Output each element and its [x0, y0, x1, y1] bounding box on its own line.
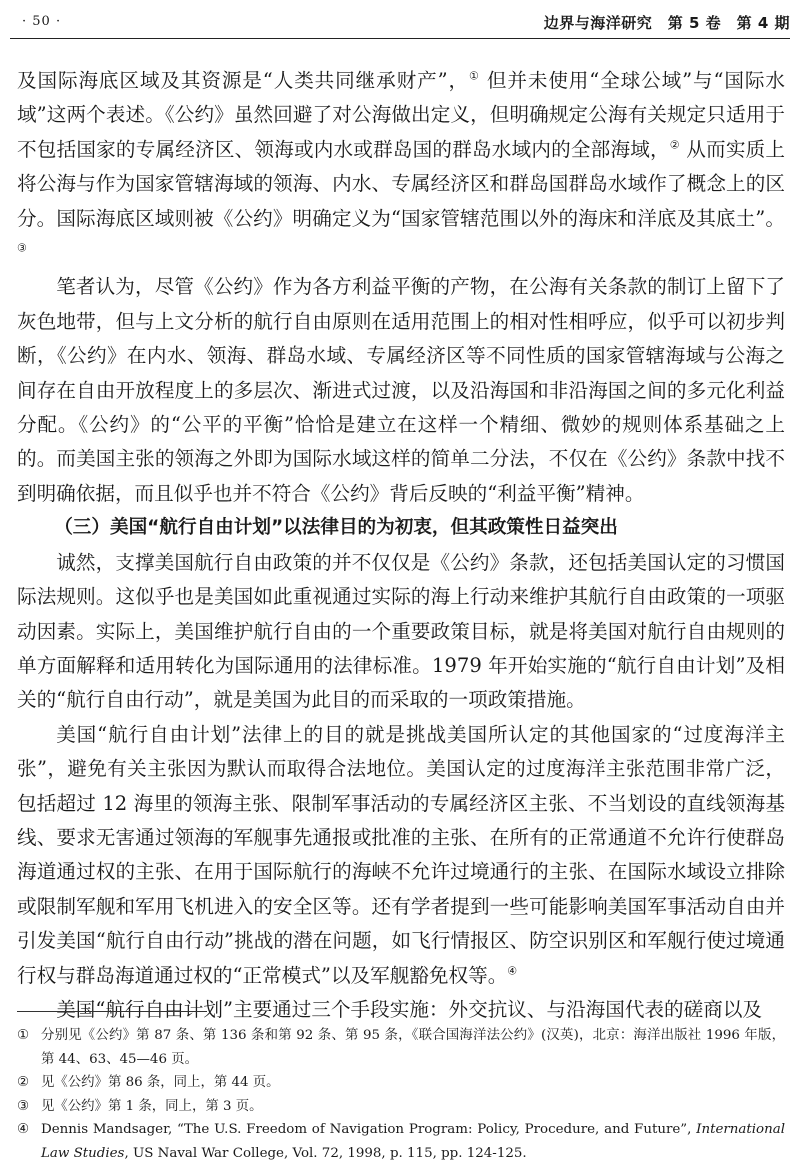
footnote-3: [17, 1095, 785, 1119]
footnote-ref-2[interactable]: ②: [669, 138, 680, 152]
footnote-text: 见《公约》第 1 条，同上，第 3 页。: [41, 1098, 263, 1114]
footnote-mark: ④: [17, 1122, 30, 1138]
page-number: · 50 ·: [22, 14, 62, 29]
journal-title: International Law Studies: [41, 1122, 785, 1161]
footnote-4: [17, 1118, 785, 1165]
footnote-ref-4[interactable]: ④: [507, 964, 518, 978]
footnote-2: [17, 1071, 785, 1095]
paragraph-3: 诚然，支撑美国航行自由政策的并不仅仅是《公约》条款，还包括美国认定的习惯国际法规则。这似乎也是美国如此重视通过实际的海上行动来维护其航行自由政策的一项驱动因素。实际上，美国维护航行自由的一个重要政策目标，就是将美国对航行自由规则的单方面解释和适用转化为国际通用的法律标准。1979 年开始实施的“航行自由计划”及相关的“航行自由行动”，就是美国为此目的而采取的一项政策措施。: [17, 550, 785, 712]
running-header: [10, 8, 790, 36]
footnote-separator: [17, 1011, 207, 1012]
paragraph-1: 及国际海底区域及其资源是“人类共同继承财产”，① 但并未使用“全球公域”与“国际水域”这两个表述。《公约》虽然回避了对公海做出定义，但明确规定公海有关规定只适用于不包括国家的专属经济区、领海或内水或群岛国的群岛水域内的全部海域，② 从而实质上将公海与作为国家管辖海域的领海、内水、专属经济区和群岛国群岛水域作了概念上的区分。国际海底区域则被《公约》明确定义为“国家管辖范围以外的海床和洋底及其底土”。③: [17, 69, 785, 255]
paragraph-2: 笔者认为，尽管《公约》作为各方利益平衡的产物，在公海有关条款的制订上留下了灰色地带，但与上文分析的航行自由原则在适用范围上的相对性相呼应，似乎可以初步判断，《公约》在内水、领海、群岛水域、专属经济区等不同性质的国家管辖海域与公海之间存在自由开放程度上的多层次、渐进式过渡，以及沿海国和非沿海国之间的多元化利益分配。《公约》的“公平的平衡”恰恰是建立在这样一个精细、微妙的规则体系基础之上的。而美国主张的领海之外即为国际水域这样的简单二分法，不仅在《公约》条款中找不到明确依据，而且似乎也并不符合《公约》背后反映的“利益平衡”精神。: [17, 275, 785, 505]
paragraph-4: 美国“航行自由计划”法律上的目的就是挑战美国所认定的其他国家的“过度海洋主张”，避免有关主张因为默认而取得合法地位。美国认定的过度海洋主张范围非常广泛，包括超过 12 海里的领海主张、限制军事活动的专属经济区主张、不当划设的直线领海基线、要求无害通过领海的军舰事先通报或批准的主张、在所有的正常通道不允许行使群岛海道通过权的主张、在用于国际航行的海峡不允许过境通行的主张、在国际水域设立排除或限制军舰和军用飞机进入的安全区等。还有学者提到一些可能影响美国军事活动自由并引发美国“航行自由行动”挑战的潜在问题，如飞行情报区、防空识别区和军舰行使过境通行权与群岛海道通过权的“正常模式”以及军舰豁免权等。④: [17, 722, 785, 987]
header-rule: [10, 38, 790, 39]
footnote-text: 分别见《公约》第 87 条、第 136 条和第 92 条、第 95 条，《联合国海洋法公约》(汉英)，北京：海洋出版社 1996 年版，第 44、63、45—46 页。: [41, 1028, 785, 1067]
journal-issue-info: 边界与海洋研究 第 5 卷 第 4 期: [543, 14, 790, 32]
paragraph-5: 美国“航行自由计划”主要通过三个手段实施：外交抗议、与沿海国代表的磋商以及: [56, 997, 763, 1021]
footnote-mark: ②: [17, 1075, 30, 1091]
footnote-mark: ③: [17, 1098, 30, 1114]
footnote-text: Dennis Mandsager, “The U.S. Freedom of Navigation Program: Policy, Procedure, and Future”, International Law Studies, US Naval War College, Vol. 72, 1998, p. 115, pp. 124-125.: [41, 1122, 785, 1161]
section-heading: （三）美国“航行自由计划”以法律目的为初衷，但其政策性日益突出: [54, 517, 618, 539]
footnote-1: [17, 1024, 785, 1071]
footnote-ref-3[interactable]: ③: [17, 241, 27, 255]
footnote-mark: ①: [17, 1028, 30, 1043]
footnote-text: 见《公约》第 86 条，同上，第 44 页。: [41, 1075, 280, 1091]
footnote-ref-1[interactable]: ①: [468, 69, 480, 83]
footnotes: [17, 1024, 785, 1166]
article-body: [17, 64, 785, 1027]
